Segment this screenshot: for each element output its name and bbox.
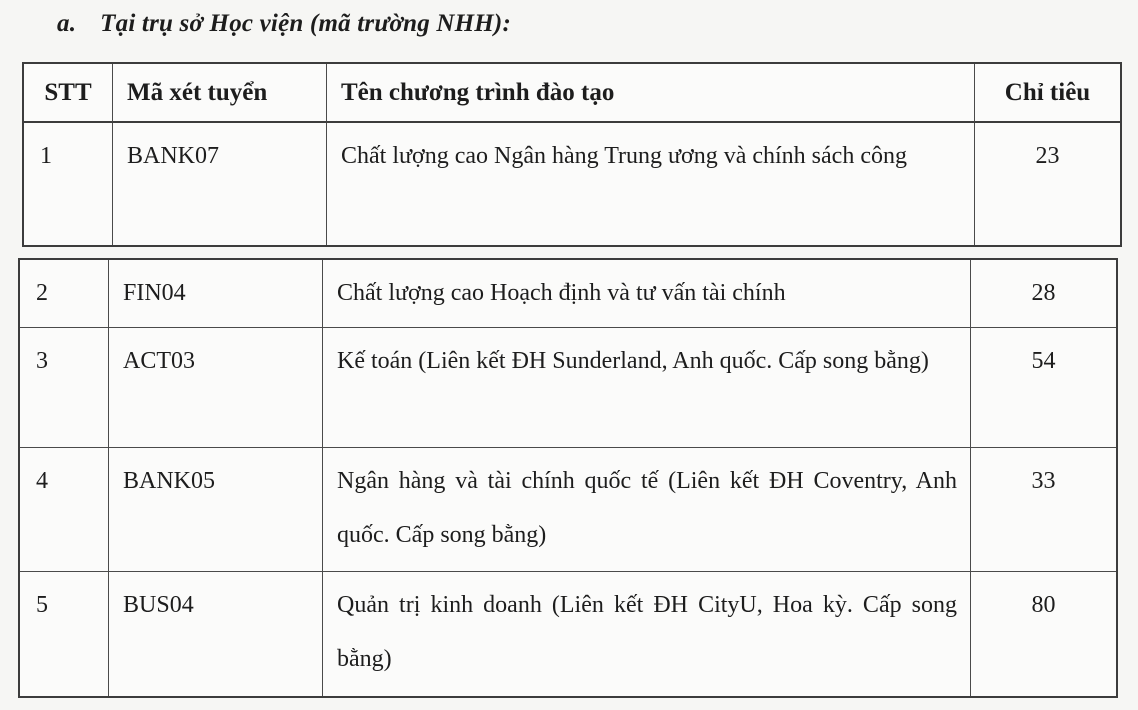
column-header-program: Tên chương trình đào tạo: [327, 64, 975, 123]
quota-table-part-1: [22, 62, 1122, 247]
table-row-1-quota: 23: [1035, 143, 1060, 169]
table-row-4-program: Ngân hàng và tài chính quốc tế (Liên kết ĐH Coventry, Anh quốc. Cấp song bằng): [323, 448, 971, 572]
table-row-3-stt: 3: [20, 328, 109, 448]
table-row-3-quota: 54: [971, 328, 1116, 448]
table-row-5-program: Quản trị kinh doanh (Liên kết ĐH CityU, Hoa kỳ. Cấp song bằng): [323, 572, 971, 696]
table-row-5-code: BUS04: [109, 572, 323, 696]
table-row-4-code: BANK05: [109, 448, 323, 572]
table-row-2-code: FIN04: [109, 260, 323, 328]
section-title: [57, 10, 511, 38]
section-title-text: Tại trụ sở Học viện (mã trường NHH):: [100, 10, 511, 37]
table-row-1-program: Chất lượng cao Ngân hàng Trung ương và chính sách công: [327, 123, 975, 245]
table-row-4-quota: 33: [971, 448, 1116, 572]
table-row-1-stt: 1: [24, 123, 113, 245]
column-header-stt: STT: [24, 64, 113, 123]
quota-table-part-2: [18, 258, 1118, 698]
table-row-1-code: BANK07: [113, 123, 327, 245]
column-header-code: Mã xét tuyển: [113, 64, 327, 123]
table-row-2-program: Chất lượng cao Hoạch định và tư vấn tài chính: [323, 260, 971, 328]
table-row-2-quota: 28: [971, 260, 1116, 328]
table-row-2-stt: 2: [20, 260, 109, 328]
table-row-5-stt: 5: [20, 572, 109, 696]
table-row-3-program: Kế toán (Liên kết ĐH Sunderland, Anh quốc. Cấp song bằng): [323, 328, 971, 448]
column-header-quota: Chỉ tiêu: [975, 64, 1120, 123]
table-row-3-code: ACT03: [109, 328, 323, 448]
section-marker: a.: [57, 10, 77, 37]
table-row-4-stt: 4: [20, 448, 109, 572]
table-row-5-quota: 80: [1031, 592, 1056, 618]
